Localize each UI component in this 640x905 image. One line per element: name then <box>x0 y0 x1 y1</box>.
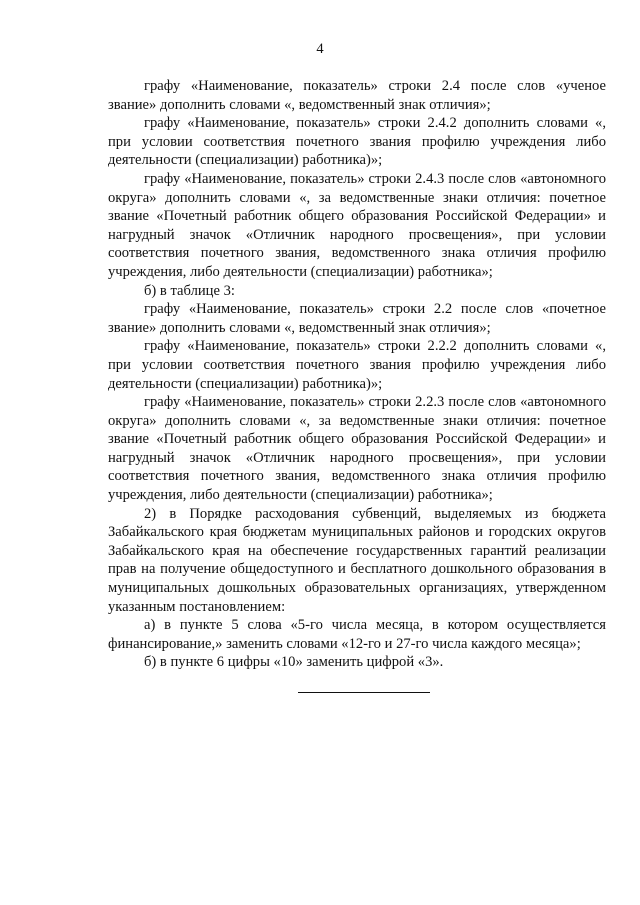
paragraph-column-2-2-3: графу «Наименование, показатель» строки 2.2.3 после слов «автономного округа» дополнить словами «, за ведомственные знаки отличия: почетное звание «Почетный работник общего образования Российской Федерации» и нагрудный значок «Отличник народного просвещения», при условии соответствия почетного звания, ведомственного знака отличия профилю учреждения, либо деятельности (специализации) работника»; <box>108 394 606 504</box>
closing-divider-line <box>298 692 430 693</box>
paragraph-item-b-clause-6: б) в пункте 6 цифры «10» заменить цифрой «3». <box>144 654 444 671</box>
paragraph-item-a-clause-5: а) в пункте 5 слова «5-го числа месяца, в котором осуществляется финансирование,» заменить словами «12-го и 27-го числа каждого месяца»; <box>108 617 606 652</box>
page-number: 4 <box>316 41 324 57</box>
paragraph-column-2-4-2: графу «Наименование, показатель» строки 2.4.2 дополнить словами «, при условии соответствия почетного звания профилю учреждения либо деятельности (специализации) работника)»; <box>108 115 606 169</box>
paragraph-column-2-4: графу «Наименование, показатель» строки 2.4 после слов «ученое звание» дополнить словами «, ведомственный знак отличия»; <box>108 78 606 113</box>
paragraph-column-2-2-2: графу «Наименование, показатель» строки 2.2.2 дополнить словами «, при условии соответствия почетного звания профилю учреждения либо деятельности (специализации) работника)»; <box>108 338 606 392</box>
paragraph-item-2-procedure: 2) в Порядке расходования субвенций, выделяемых из бюджета Забайкальского края бюджетам муниципальных районов и городских округов Забайкальского края на обеспечение государственных гарантий реализации прав на получение общедоступного и бесплатного дошкольного образования в муниципальных дошкольных образовательных организациях, утвержденном указанным постановлением: <box>108 505 606 615</box>
paragraph-table-3-heading: б) в таблице 3: <box>144 282 235 299</box>
paragraph-column-2-2: графу «Наименование, показатель» строки 2.2 после слов «почетное звание» дополнить словами «, ведомственный знак отличия»; <box>108 301 606 336</box>
document-body <box>108 77 606 672</box>
paragraph-column-2-4-3: графу «Наименование, показатель» строки 2.4.3 после слов «автономного округа» дополнить словами «, за ведомственные знаки отличия: почетное звание «Почетный работник общего образования Российской Федерации» и нагрудный значок «Отличник народного просвещения», при условии соответствия почетного звания, ведомственного знака отличия профилю учреждения, либо деятельности (специализации) работника»; <box>108 170 606 280</box>
